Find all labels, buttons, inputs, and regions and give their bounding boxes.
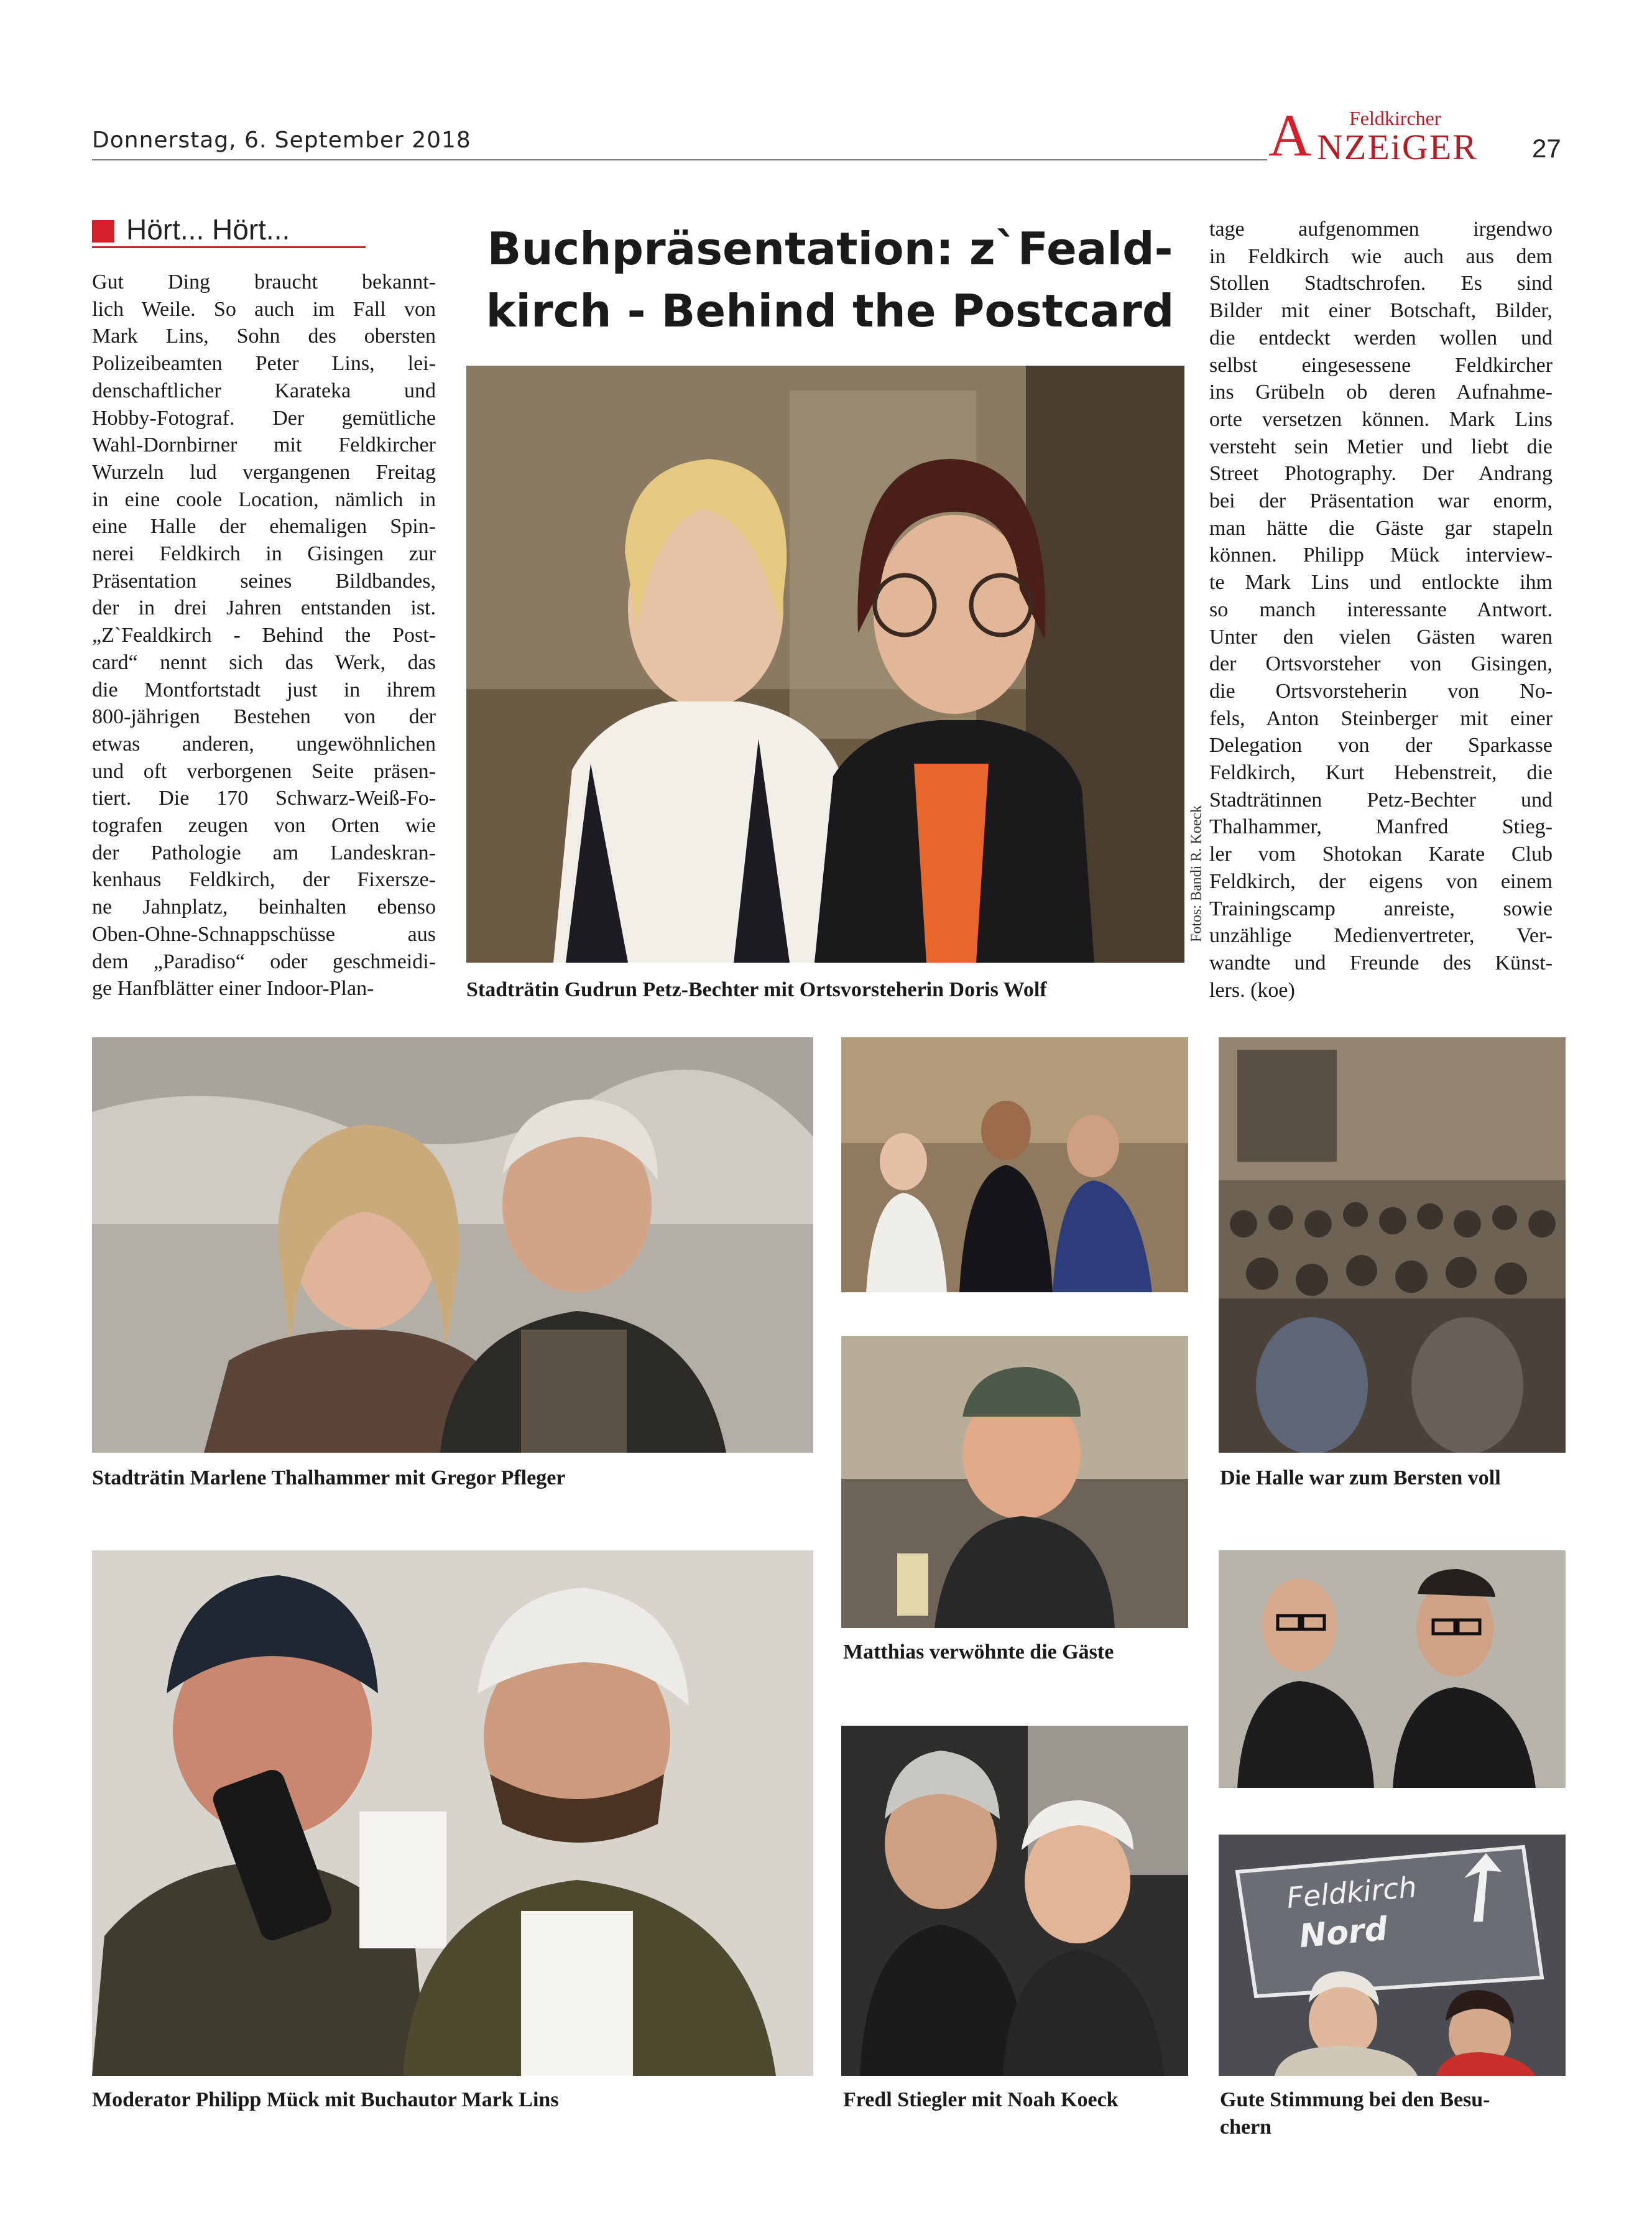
article-line: unzählige Medienvertreter, Ver-: [1209, 924, 1553, 948]
article-line: Thalhammer, Manfred Stieg-: [1209, 815, 1553, 839]
sign-text-feldkirch: Feldkirch: [1285, 1869, 1418, 1915]
article-line: der in drei Jahren entstanden ist.: [92, 596, 436, 620]
article-line: etwas anderen, ungewöhnlichen: [92, 732, 436, 756]
article-line: Unter den vielen Gästen waren: [1209, 625, 1553, 649]
caption-thalhammer: Stadträtin Marlene Thalhammer mit Gregor Pfleger: [92, 1466, 566, 1489]
article-line: man hätte die Gäste gar stapeln: [1209, 516, 1553, 540]
article-line: tage aufgenommen irgendwo: [1209, 218, 1553, 241]
article-line: tiert. Die 170 Schwarz-Weiß-Fo-: [92, 787, 436, 810]
caption-stimmung-line-1: Gute Stimmung bei den Besu-: [1220, 2088, 1490, 2111]
photo-stiegler-koeck: [841, 1726, 1188, 2076]
issue-date: Donnerstag, 6. September 2018: [92, 127, 471, 153]
article-line: selbst eingesessene Feldkircher: [1209, 353, 1553, 377]
article-line: fels, Anton Steinberger mit einer: [1209, 706, 1553, 730]
article-line: Wahl-Dornbirner mit Feldkircher: [92, 433, 436, 457]
article-line: Bilder mit einer Botschaft, Bilder,: [1209, 299, 1553, 323]
article-line: Hobby-Fotograf. Der gemütliche: [92, 406, 436, 430]
article-line: ne Jahnplatz, beinhalten ebenso: [92, 896, 436, 919]
logo-initial: A: [1268, 102, 1312, 169]
article-line: die entdeckt werden wollen und: [1209, 326, 1553, 349]
kicker-marker: [92, 220, 114, 243]
article-line: die Montfortstadt just in ihrem: [92, 678, 436, 701]
page-number: 27: [1532, 134, 1561, 163]
header-rule: [92, 159, 1267, 160]
headline-line-1: Buchpräsentation: z`Feald-: [487, 223, 1173, 275]
article-text-right: [1209, 216, 1553, 1004]
article-line: lers. (koe): [1209, 978, 1295, 1002]
article-line: Polizeibeamten Peter Lins, lei-: [92, 352, 436, 376]
article-line: lich Weile. So auch im Fall von: [92, 297, 436, 321]
kicker-underline: [92, 246, 366, 248]
photo-two-guests: [1219, 1550, 1566, 1788]
article-line: versteht sein Metier und liebt die: [1209, 435, 1553, 458]
article-line: eine Halle der ehemaligen Spin-: [92, 515, 436, 539]
caption-main: Stadträtin Gudrun Petz-Bechter mit Ortsvorsteherin Doris Wolf: [466, 978, 1047, 1001]
caption-matthias: Matthias verwöhnte die Gäste: [843, 1641, 1114, 1664]
article-line: die Ortsvorsteherin von No-: [1209, 679, 1553, 703]
sign-text-nord: Nord: [1298, 1910, 1390, 1956]
article-line: in Feldkirch wie auch aus dem: [1209, 244, 1553, 268]
article-line: Feldkirch, Kurt Hebenstreit, die: [1209, 761, 1553, 785]
article-line: in eine coole Location, nämlich in: [92, 488, 436, 511]
headline-line-2: kirch - Behind the Postcard: [486, 285, 1174, 337]
article-line: „Z`Fealdkirch - Behind the Post-: [92, 624, 436, 647]
column-kicker: Hört... Hört...: [126, 213, 290, 246]
photo-full-hall: [1219, 1037, 1566, 1453]
photo-guests-trio: [841, 1037, 1188, 1292]
article-line: Delegation von der Sparkasse: [1209, 734, 1553, 757]
photo-credit: Fotos: Bandi R. Koeck: [1188, 805, 1205, 942]
article-line: Präsentation seines Bildbandes,: [92, 569, 436, 593]
logo-title: NZEiGER: [1317, 127, 1478, 167]
article-line: Oben-Ohne-Schnappschüsse aus: [92, 922, 436, 946]
article-line: denschaftlicher Karateka und: [92, 379, 436, 402]
article-headline: [460, 218, 1200, 342]
article-line: Stadträtinnen Petz-Bechter und: [1209, 788, 1553, 812]
article-line: und oft verborgenen Seite präsen-: [92, 759, 436, 783]
article-line: der Pathologie am Landeskran-: [92, 841, 436, 864]
article-line: orte versetzen können. Mark Lins: [1209, 407, 1553, 431]
article-line: tografen zeugen von Orten wie: [92, 814, 436, 838]
article-line: ler vom Shotokan Karate Club: [1209, 843, 1553, 866]
article-line: Feldkirch, der eigens von einem: [1209, 869, 1553, 893]
photo-petz-bechter-wolf: [466, 366, 1184, 963]
article-line: Stollen Stadtschrofen. Es sind: [1209, 272, 1553, 295]
article-line: bei der Präsentation war enorm,: [1209, 489, 1553, 513]
article-line: können. Philipp Mück interview-: [1209, 544, 1553, 567]
photo-sign-guests: [1219, 1835, 1566, 2076]
article-line: wandte und Freunde des Künst-: [1209, 951, 1553, 974]
caption-stimmung: [1220, 2086, 1568, 2141]
article-line: 800-jährigen Bestehen von der: [92, 705, 436, 729]
photo-thalhammer-pfleger: [92, 1037, 813, 1453]
article-line: Mark Lins, Sohn des obersten: [92, 325, 436, 348]
photo-moderator-author: [92, 1550, 813, 2076]
article-line: kenhaus Feldkirch, der Fixersze-: [92, 868, 436, 892]
article-line: dem „Paradiso“ oder geschmeidi-: [92, 950, 436, 973]
newspaper-logo: [1268, 102, 1505, 169]
article-line: der Ortsvorsteher von Gisingen,: [1209, 652, 1553, 676]
article-line: nerei Feldkirch in Gisingen zur: [92, 542, 436, 566]
article-line: so manch interessante Antwort.: [1209, 598, 1553, 621]
article-line: Trainingscamp anreiste, sowie: [1209, 897, 1553, 920]
caption-stiegler: Fredl Stiegler mit Noah Koeck: [843, 2088, 1119, 2111]
article-text-left: [92, 269, 436, 1002]
article-line: card“ nennt sich das Werk, das: [92, 650, 436, 674]
caption-stimmung-line-2: chern: [1220, 2116, 1272, 2139]
article-line: ge Hanfblätter einer Indoor-Plan-: [92, 977, 374, 1001]
article-line: Street Photography. Der Andrang: [1209, 462, 1553, 486]
photo-matthias: [841, 1336, 1188, 1628]
article-line: ins Grübeln ob deren Aufnahme-: [1209, 381, 1553, 404]
article-line: te Mark Lins und entlockte ihm: [1209, 571, 1553, 595]
caption-halle: Die Halle war zum Bersten voll: [1220, 1466, 1501, 1489]
caption-moderator: Moderator Philipp Mück mit Buchautor Mark Lins: [92, 2088, 559, 2111]
article-line: Wurzeln lud vergangenen Freitag: [92, 460, 436, 484]
article-line: Gut Ding braucht bekannt-: [92, 271, 436, 294]
logo-subtitle: Feldkircher: [1349, 107, 1441, 129]
